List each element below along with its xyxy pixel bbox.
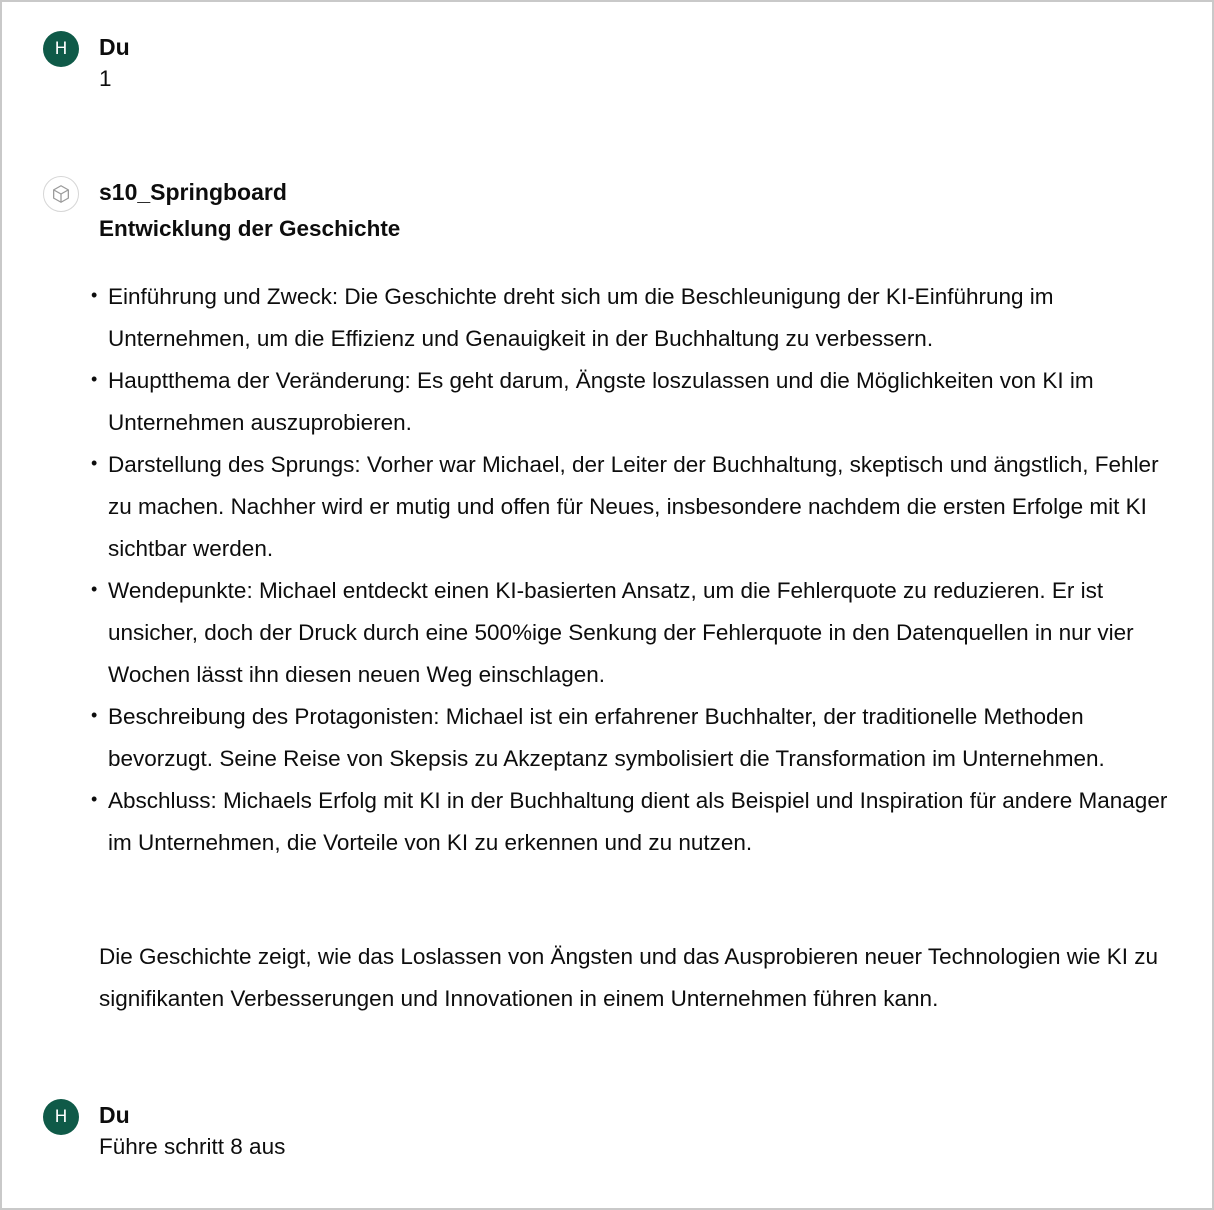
list-item: • Wendepunkte: Michael entdeckt einen KI-basierten Ansatz, um die Fehlerquote zu reduzieren. Er ist unsicher, doch der Druck durch eine 500%ige Senkung der Fehlerquote in den Datenquellen in nur vier Wochen lässt ihn diesen neuen Weg einschlagen. <box>91 570 1172 696</box>
message-text: 1 <box>99 66 112 91</box>
bullet-dot: • <box>91 705 98 725</box>
bullet-dot: • <box>91 789 98 809</box>
list-item: • Beschreibung des Protagonisten: Michael ist ein erfahrener Buchhalter, der traditionelle Methoden bevorzugt. Seine Reise von Skepsis zu Akzeptanz symbolisiert die Transformation im Unternehmen. <box>91 696 1172 780</box>
cube-icon <box>50 183 72 205</box>
message-author: Du <box>99 34 130 60</box>
message-author: s10_Springboard <box>99 179 287 205</box>
avatar-initial: H <box>54 1107 68 1127</box>
avatar-initial: H <box>54 39 68 59</box>
message-text: Führe schritt 8 aus <box>99 1134 286 1159</box>
list-item: • Darstellung des Sprungs: Vorher war Michael, der Leiter der Buchhaltung, skeptisch und ängstlich, Fehler zu machen. Nachher wird er mutig und offen für Neues, insbesondere nachdem die ersten Erfolge mit KI sichtbar werden. <box>91 444 1172 570</box>
user-avatar <box>43 1099 79 1135</box>
user-message <box>43 31 1152 101</box>
message-author: Du <box>99 1102 130 1128</box>
bullet-list <box>91 276 1172 864</box>
bullet-dot: • <box>91 453 98 473</box>
response-title: Entwicklung der Geschichte <box>99 216 401 241</box>
assistant-avatar <box>43 176 79 212</box>
user-avatar <box>43 31 79 67</box>
user-message <box>43 1099 1152 1169</box>
bullet-dot: • <box>91 285 98 305</box>
assistant-message <box>43 176 1168 1036</box>
list-item: • Hauptthema der Veränderung: Es geht darum, Ängste loszulassen und die Möglichkeiten von KI im Unternehmen auszuprobieren. <box>91 360 1172 444</box>
closing-paragraph: Die Geschichte zeigt, wie das Loslassen von Ängsten und das Ausprobieren neuer Technologien wie KI zu signifikanten Verbesserungen und Innovationen in einem Unternehmen führen kann. <box>99 944 1158 1011</box>
bullet-dot: • <box>91 369 98 389</box>
list-item: • Abschluss: Michaels Erfolg mit KI in der Buchhaltung dient als Beispiel und Inspiration für andere Manager im Unternehmen, die Vorteile von KI zu erkennen und zu nutzen. <box>91 780 1172 864</box>
bullet-dot: • <box>91 579 98 599</box>
list-item: • Einführung und Zweck: Die Geschichte dreht sich um die Beschleunigung der KI-Einführung im Unternehmen, um die Effizienz und Genauigkeit in der Buchhaltung zu verbessern. <box>91 276 1172 360</box>
